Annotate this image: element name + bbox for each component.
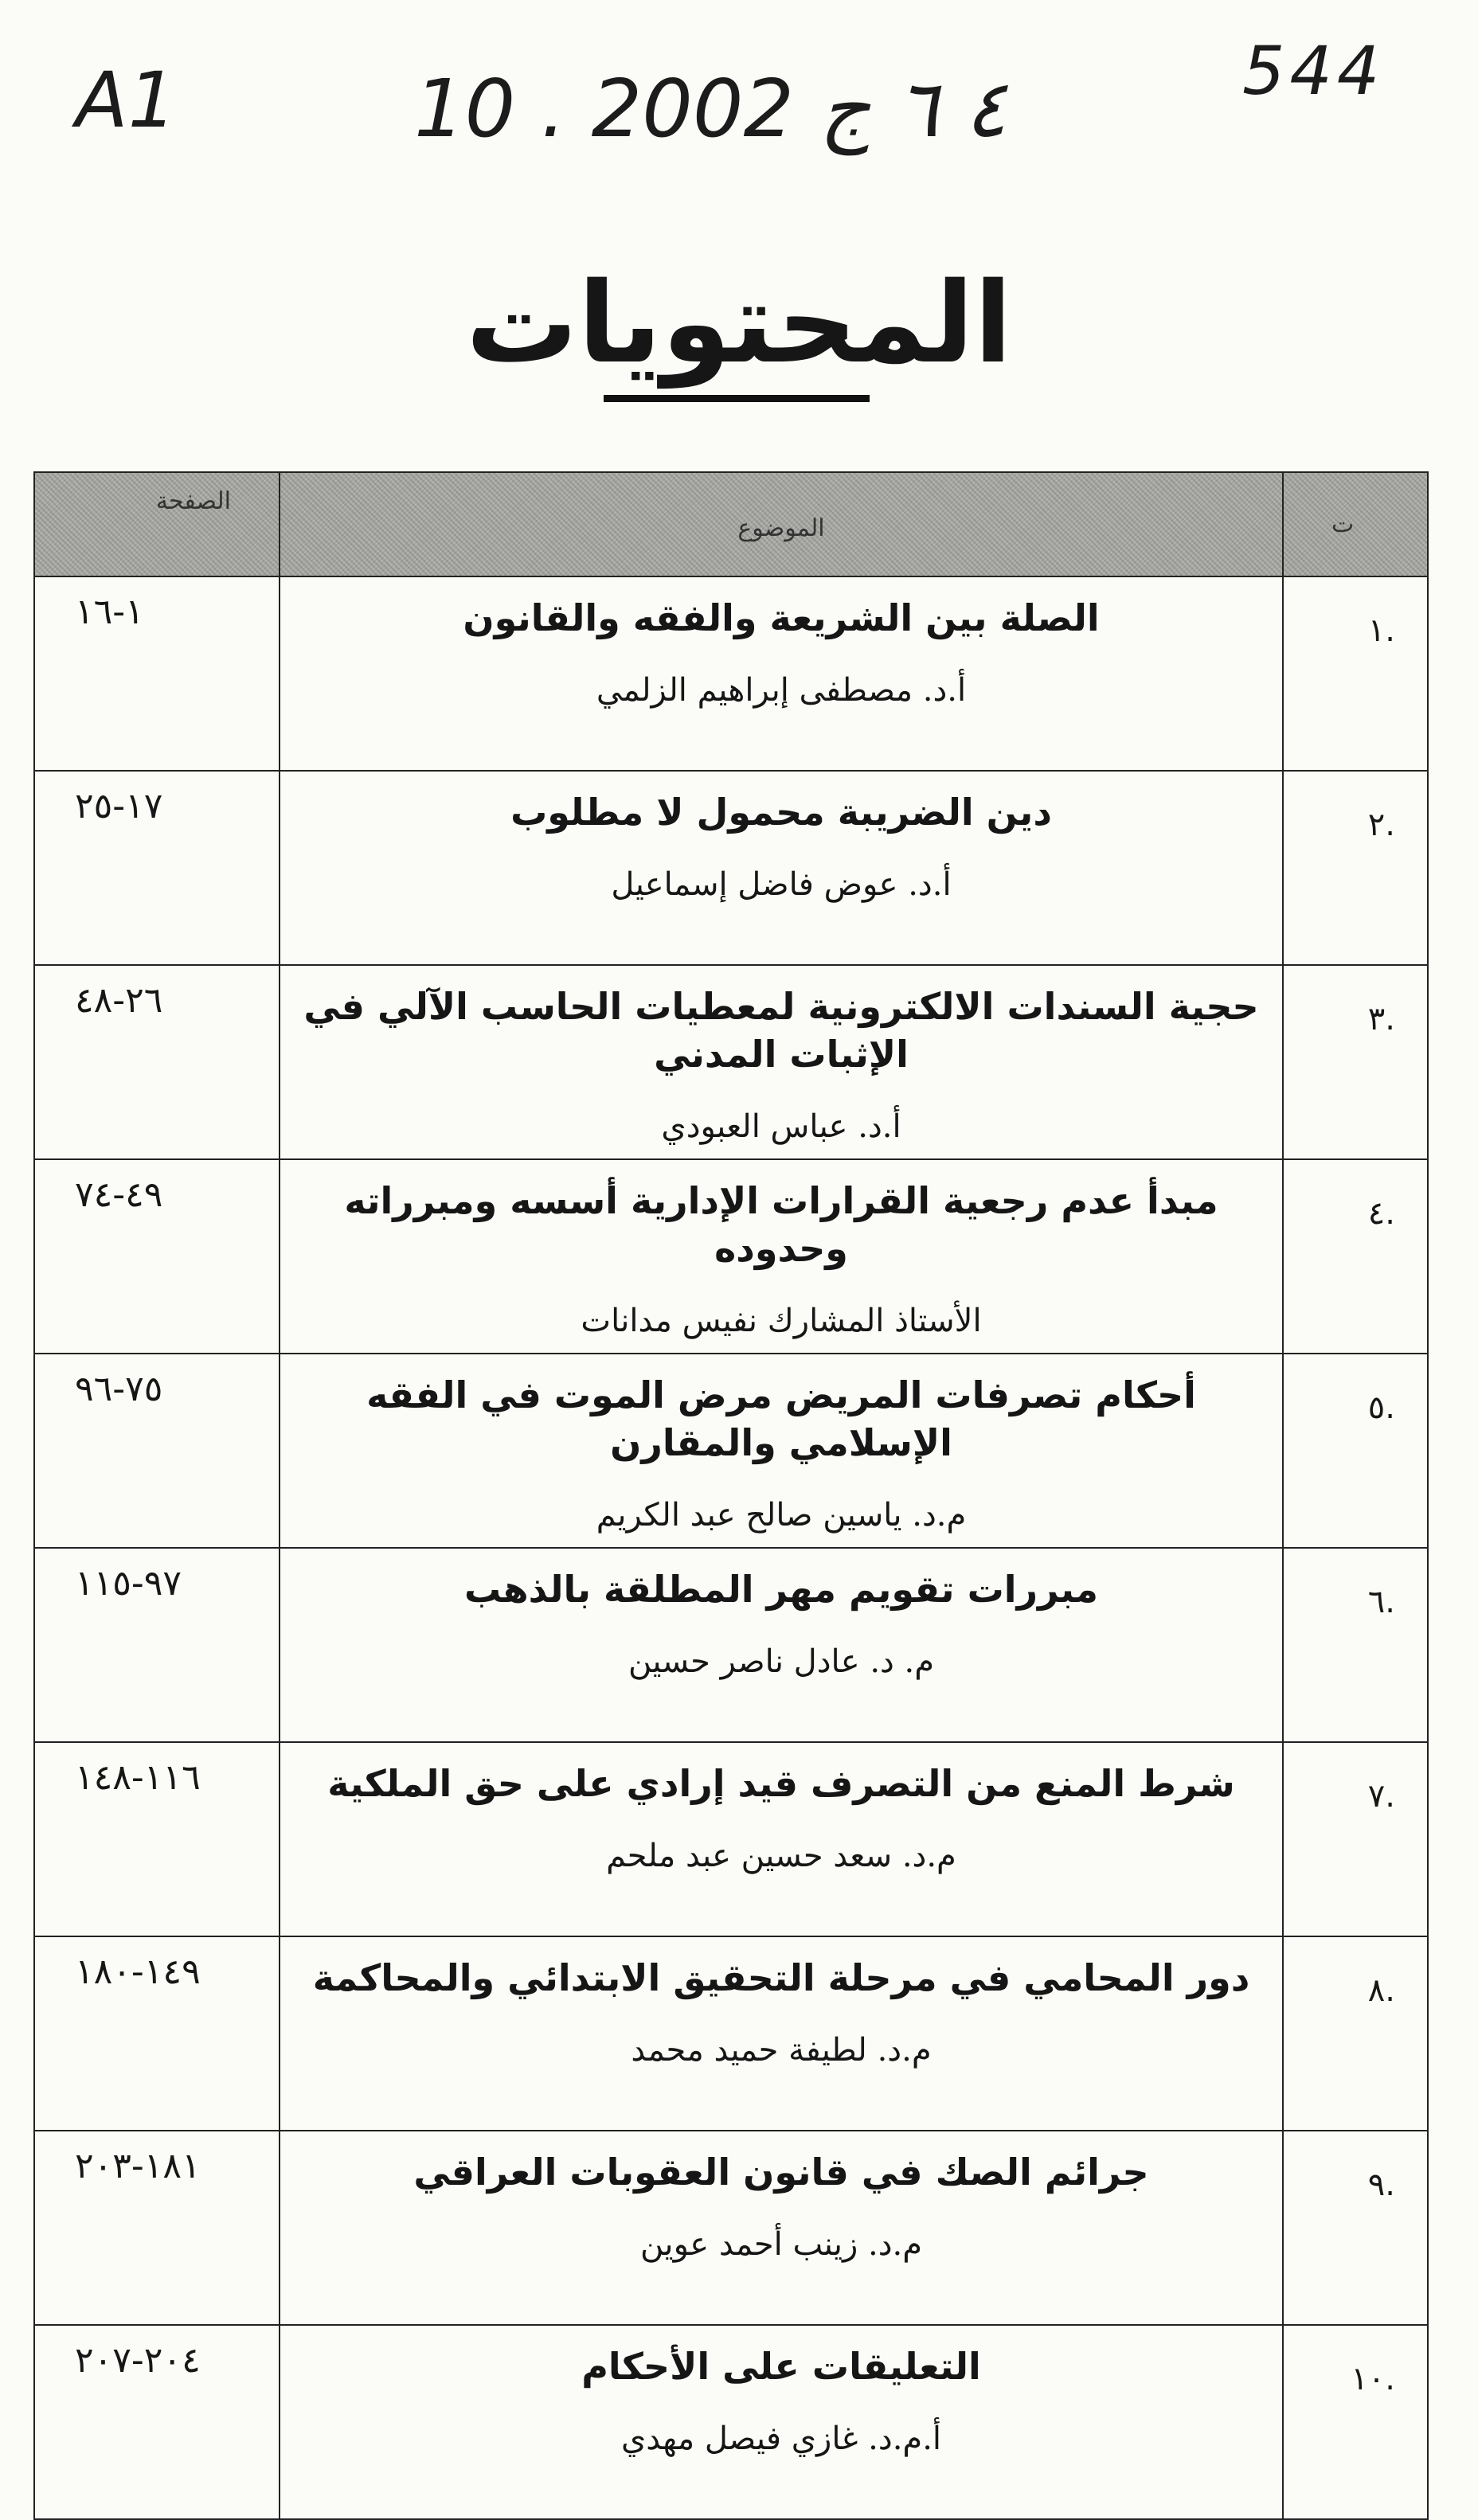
handwritten-annotation-center: 10 . ٤ ٦ ج 2002 [414,62,1007,155]
page-title-container [0,259,1478,389]
row-number: .٥ [1283,1354,1428,1548]
row-topic [280,1354,1283,1548]
row-topic [280,965,1283,1159]
row-topic [280,2325,1283,2519]
handwritten-annotation-left: A1 [76,56,177,145]
table-row [34,1354,1428,1548]
row-topic [280,1936,1283,2131]
article-title: أحكام تصرفات المريض مرض الموت في الفقه الإسلامي والمقارن [366,1373,1196,1464]
table-header-row [34,472,1428,576]
title-underline [604,395,870,402]
table-row [34,2131,1428,2325]
article-author: الأستاذ المشارك نفيس مدانات [581,1302,982,1339]
row-number: .٤ [1283,1159,1428,1354]
page-title: المحتويات [465,259,1013,389]
row-number: .٣ [1283,965,1428,1159]
table-row [34,1159,1428,1354]
contents-table-container [33,471,1427,2520]
row-topic [280,1159,1283,1354]
table-row [34,1548,1428,1742]
article-title: شرط المنع من التصرف قيد إرادي على حق الملكية [327,1762,1235,1805]
row-pages: ١٤٩-١٨٠ [34,1936,280,2131]
article-author: م.د. زينب أحمد عوين [639,2225,923,2263]
article-author: م. د. عادل ناصر حسين [628,1643,935,1680]
table-row [34,771,1428,965]
row-topic [280,1742,1283,1936]
table-row [34,1742,1428,1936]
row-pages: ١١٦-١٤٨ [34,1742,280,1936]
contents-table [33,471,1429,2520]
article-title: حجية السندات الالكترونية لمعطيات الحاسب الآلي في الإثبات المدني [303,985,1259,1076]
row-pages: ٢٠٤-٢٠٧ [34,2325,280,2519]
table-row [34,1936,1428,2131]
header-pages: الصفحة [34,472,280,576]
article-title: التعليقات على الأحكام [581,2345,981,2388]
header-topic: الموضوع [280,472,1283,576]
table-row [34,2325,1428,2519]
article-title: جرائم الصك في قانون العقوبات العراقي [413,2151,1149,2194]
row-number: .٢ [1283,771,1428,965]
row-topic [280,771,1283,965]
handwritten-annotation-right: 544 [1242,32,1385,110]
article-author: أ.د. مصطفى إبراهيم الزلمي [596,671,967,709]
row-number: .٨ [1283,1936,1428,2131]
article-author: م.د. سعد حسين عبد ملحم [606,1837,956,1874]
article-title: دور المحامي في مرحلة التحقيق الابتدائي والمحاكمة [312,1956,1250,1999]
row-pages: ١-١٦ [34,576,280,771]
row-pages: ١٧-٢٥ [34,771,280,965]
article-author: م.د. لطيفة حميد محمد [631,2031,932,2069]
row-number: .٩ [1283,2131,1428,2325]
row-topic [280,576,1283,771]
article-title: دين الضريبة محمول لا مطلوب [510,791,1052,834]
article-title: مبررات تقويم مهر المطلقة بالذهب [464,1568,1098,1611]
row-topic [280,1548,1283,1742]
article-title: الصلة بين الشريعة والفقه والقانون [463,596,1100,639]
row-number: .١ [1283,576,1428,771]
table-row [34,965,1428,1159]
row-pages: ٩٧-١١٥ [34,1548,280,1742]
row-number: .٧ [1283,1742,1428,1936]
row-pages: ٢٦-٤٨ [34,965,280,1159]
row-pages: ٧٥-٩٦ [34,1354,280,1548]
row-pages: ٤٩-٧٤ [34,1159,280,1354]
article-author: م.د. ياسين صالح عبد الكريم [596,1496,967,1533]
table-row [34,576,1428,771]
row-pages: ١٨١-٢٠٣ [34,2131,280,2325]
header-number: ت [1283,472,1428,576]
article-author: أ.د. عوض فاضل إسماعيل [611,865,952,903]
row-number: .٦ [1283,1548,1428,1742]
article-author: أ.د. عباس العبودي [661,1108,901,1145]
article-title: مبدأ عدم رجعية القرارات الإدارية أسسه ومبرراته وحدوده [344,1179,1218,1270]
row-topic [280,2131,1283,2325]
row-number: .١٠ [1283,2325,1428,2519]
article-author: أ.م.د. غازي فيصل مهدي [620,2420,942,2457]
